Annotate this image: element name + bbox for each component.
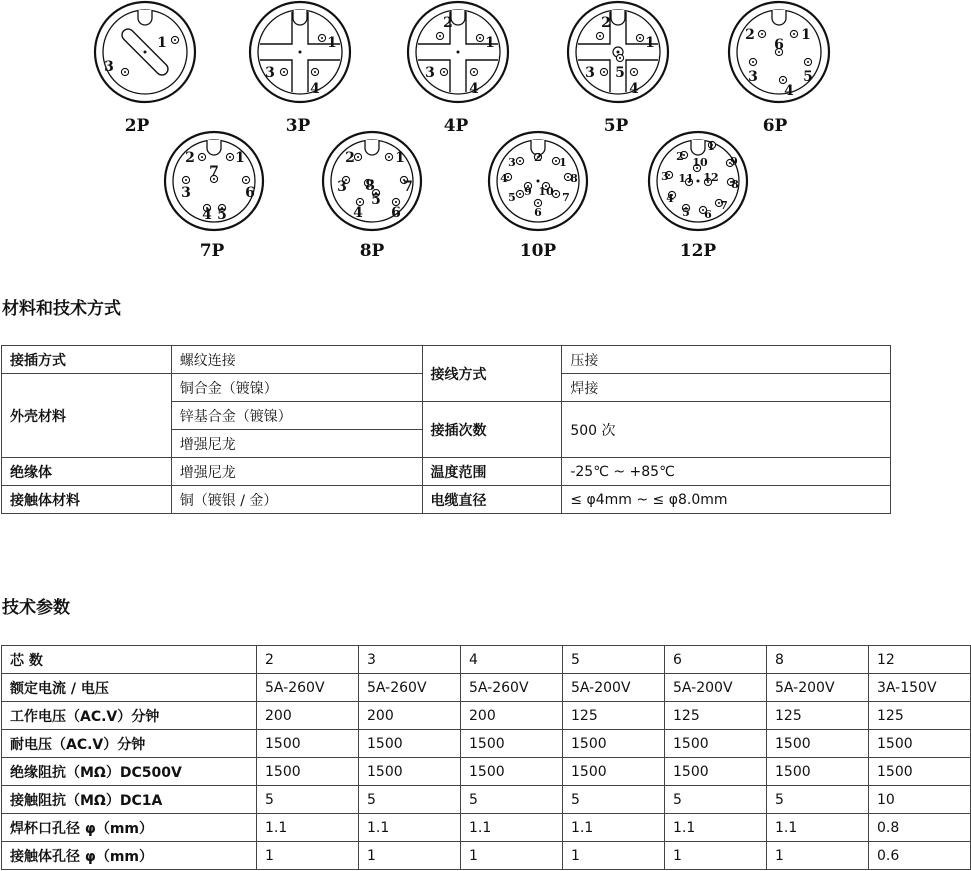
pin-number: 1 (559, 156, 567, 169)
param-value: 1500 (665, 758, 767, 786)
shell-value-2: 锌基合金（镀镍） (171, 402, 422, 430)
param-value: 1 (461, 842, 563, 870)
table-row (2, 786, 971, 814)
param-value: 3A-150V (869, 674, 971, 702)
param-value: 5 (665, 786, 767, 814)
pin-number: 3 (181, 185, 191, 201)
pin-number: 6 (774, 37, 784, 53)
pin-number: 6 (245, 185, 255, 201)
pin-dot (793, 33, 795, 35)
param-label: 额定电流 / 电压 (2, 674, 257, 702)
param-value: 1 (359, 842, 461, 870)
param-value: 1.1 (665, 814, 767, 842)
pin-dot (388, 156, 390, 158)
center-dot (697, 180, 700, 183)
pin-number: 11 (678, 172, 694, 185)
pin-number: 5 (371, 192, 381, 208)
param-value: 5 (563, 646, 665, 674)
connector-4p (408, 2, 508, 136)
connector-2p (95, 2, 195, 136)
pin-dot (567, 176, 569, 178)
pin-number: 1 (485, 35, 495, 51)
param-label: 焊杯口孔径 φ（mm） (2, 814, 257, 842)
pin-number: 8 (731, 178, 739, 191)
table-row (2, 346, 891, 374)
pin-number: 3 (748, 69, 758, 85)
param-value: 0.6 (869, 842, 971, 870)
table-row (2, 486, 891, 514)
pin-dot (782, 79, 784, 81)
param-value: 1.1 (257, 814, 359, 842)
shell-label: 外壳材料 (2, 374, 172, 458)
cable-value: ≤ φ4mm ~ ≤ φ8.0mm (562, 486, 891, 514)
param-value: 200 (257, 702, 359, 730)
pin-dot (555, 193, 557, 195)
param-value: 5A-200V (665, 674, 767, 702)
pin-number: 12 (703, 171, 719, 184)
connector-5p (568, 2, 668, 136)
connector-6p (729, 2, 829, 136)
pin-number: 7 (209, 164, 219, 180)
param-value: 8 (767, 646, 869, 674)
param-value: 125 (767, 702, 869, 730)
param-value: 1.1 (767, 814, 869, 842)
param-value: 1500 (767, 730, 869, 758)
connector-label: 12P (679, 241, 717, 261)
pin-dot (752, 61, 754, 63)
pin-dot (807, 61, 809, 63)
table-row (2, 842, 971, 870)
param-value: 1.1 (359, 814, 461, 842)
key-notch (691, 140, 705, 155)
param-value: 4 (461, 646, 563, 674)
pin-number: 10 (692, 156, 708, 169)
connector-label: 5P (603, 116, 629, 136)
cycles-value: 500 次 (562, 402, 891, 458)
pin-number: 1 (235, 150, 245, 166)
param-value: 5A-200V (767, 674, 869, 702)
pin-number: 3 (585, 65, 595, 81)
pin-dot (174, 39, 176, 41)
pin-number: 2 (185, 150, 195, 166)
key-notch (365, 140, 379, 155)
pin-dot (321, 37, 323, 39)
temp-value: -25℃ ~ +85℃ (562, 458, 891, 486)
param-value: 1500 (359, 730, 461, 758)
param-value: 5A-260V (359, 674, 461, 702)
pin-number: 2 (345, 150, 355, 166)
center-dot (537, 180, 540, 183)
pin-number: 1 (157, 35, 167, 51)
center-dot (457, 51, 460, 54)
connector-label: 6P (762, 116, 788, 136)
param-value: 5 (257, 786, 359, 814)
contact-label: 接触体材料 (2, 486, 172, 514)
param-value: 6 (665, 646, 767, 674)
key-notch (772, 10, 786, 25)
key-notch (138, 10, 152, 25)
pin-number: 9 (524, 185, 532, 198)
materials-section-title: 材料和技术方式 (2, 299, 121, 319)
key-notch (207, 140, 221, 155)
pin-dot (761, 33, 763, 35)
pin-number: 4 (784, 83, 794, 99)
pin-dot (619, 57, 621, 59)
pin-dot (537, 202, 539, 204)
pin-dot (283, 71, 285, 73)
center-dot (299, 51, 302, 54)
pin-number: 7 (720, 199, 728, 212)
pin-dot (473, 71, 475, 73)
pin-number: 2 (601, 15, 611, 31)
param-value: 12 (869, 646, 971, 674)
pin-dot (245, 179, 247, 181)
pin-dot (229, 156, 231, 158)
pin-number: 2 (676, 150, 684, 163)
param-value: 1.1 (563, 814, 665, 842)
mating-label: 接插方式 (2, 346, 172, 374)
param-value: 5A-200V (563, 674, 665, 702)
pin-number: 3 (425, 65, 435, 81)
param-label: 接触体孔径 φ（mm） (2, 842, 257, 870)
pin-number: 6 (704, 208, 712, 221)
param-value: 1500 (869, 758, 971, 786)
pin-number: 4 (202, 207, 212, 223)
pin-number: 4 (629, 81, 639, 97)
pin-number: 1 (327, 35, 337, 51)
center-dot (617, 51, 620, 54)
tech-params-table (1, 645, 971, 870)
insulator-value: 增强尼龙 (171, 458, 422, 486)
connector-label: 2P (124, 116, 150, 136)
pin-dot (201, 156, 203, 158)
pin-number: 1 (395, 150, 405, 166)
pin-dot (443, 71, 445, 73)
mating-value: 螺纹连接 (171, 346, 422, 374)
param-value: 125 (869, 702, 971, 730)
pin-number: 8 (365, 178, 375, 194)
pin-number: 4 (666, 192, 674, 205)
pin-dot (633, 71, 635, 73)
pin-dot (639, 37, 641, 39)
pin-dot (124, 71, 126, 73)
wiring-value-1: 压接 (562, 346, 891, 374)
param-value: 1 (665, 842, 767, 870)
param-value: 200 (461, 702, 563, 730)
param-label: 芯 数 (2, 646, 257, 674)
param-value: 1500 (767, 758, 869, 786)
param-value: 1500 (563, 730, 665, 758)
shell-value-3: 增强尼龙 (171, 430, 422, 458)
pin-number: 2 (745, 27, 755, 43)
param-value: 1500 (359, 758, 461, 786)
pin-dot (555, 160, 557, 162)
param-value: 5A-260V (257, 674, 359, 702)
param-value: 5 (359, 786, 461, 814)
pin-dot (314, 71, 316, 73)
table-row (2, 730, 971, 758)
pin-number: 4 (500, 172, 508, 185)
pin-number: 5 (803, 69, 813, 85)
param-label: 接触阻抗（MΩ）DC1A (2, 786, 257, 814)
pin-dot (599, 35, 601, 37)
param-value: 1 (257, 842, 359, 870)
connector-label: 4P (443, 116, 469, 136)
table-row (2, 674, 971, 702)
pin-number: 4 (310, 81, 320, 97)
wiring-label: 接线方式 (422, 346, 562, 402)
pin-number: 3 (508, 156, 516, 169)
table-row (2, 814, 971, 842)
param-value: 5A-260V (461, 674, 563, 702)
connector-12p (649, 132, 747, 261)
connector-8p (323, 132, 421, 261)
param-value: 10 (869, 786, 971, 814)
pin-number: 1 (801, 27, 811, 43)
cycles-label: 接插次数 (422, 402, 562, 458)
param-value: 3 (359, 646, 461, 674)
pin-number: 8 (570, 172, 578, 185)
wiring-value-2: 焊接 (562, 374, 891, 402)
pin-number: 2 (534, 151, 542, 164)
param-value: 1 (563, 842, 665, 870)
center-dot (144, 51, 147, 54)
pin-number: 1 (707, 140, 715, 153)
pin-number: 9 (730, 155, 738, 168)
connector-label: 10P (519, 241, 557, 261)
param-value: 125 (665, 702, 767, 730)
param-value: 200 (359, 702, 461, 730)
connector-3p (250, 2, 350, 136)
param-value: 5 (461, 786, 563, 814)
param-label: 工作电压（AC.V）分钟 (2, 702, 257, 730)
connector-10p (489, 132, 587, 261)
pin-number: 4 (353, 205, 363, 221)
connector-label: 3P (285, 116, 311, 136)
param-value: 1500 (563, 758, 665, 786)
param-label: 绝缘阻抗（MΩ）DC500V (2, 758, 257, 786)
key-notch (451, 10, 465, 25)
pin-number: 5 (682, 206, 690, 219)
tech-section-title: 技术参数 (2, 598, 70, 618)
pin-dot (359, 201, 361, 203)
pin-dot (439, 35, 441, 37)
param-value: 1500 (461, 758, 563, 786)
pin-number: 3 (104, 59, 114, 75)
table-row (2, 758, 971, 786)
pin-number: 3 (661, 170, 669, 183)
pin-number: 6 (534, 206, 542, 219)
pin-number: 5 (508, 191, 516, 204)
pin-number: 2 (443, 15, 453, 31)
table-row (2, 702, 971, 730)
pin-number: 3 (337, 179, 347, 195)
pin-number: 10 (538, 185, 554, 198)
pin-number: 4 (469, 81, 479, 97)
pin-dot (479, 37, 481, 39)
param-label: 耐电压（AC.V）分钟 (2, 730, 257, 758)
param-value: 2 (257, 646, 359, 674)
param-value: 1500 (461, 730, 563, 758)
param-value: 5 (767, 786, 869, 814)
param-value: 0.8 (869, 814, 971, 842)
temp-label: 温度范围 (422, 458, 562, 486)
param-value: 5 (563, 786, 665, 814)
param-value: 1500 (257, 758, 359, 786)
connector-7p (165, 132, 263, 261)
pin-number: 6 (391, 205, 401, 221)
shell-value-1: 铜合金（镀镍） (171, 374, 422, 402)
pin-dot (185, 179, 187, 181)
pin-number: 7 (562, 191, 570, 204)
param-value: 1 (767, 842, 869, 870)
key-notch (611, 10, 625, 25)
param-value: 1500 (257, 730, 359, 758)
pin-number: 5 (217, 207, 227, 223)
connector-label: 8P (359, 241, 385, 261)
connector-label: 7P (199, 241, 225, 261)
table-row (2, 646, 971, 674)
pin-dot (395, 201, 397, 203)
param-value: 1.1 (461, 814, 563, 842)
param-value: 125 (563, 702, 665, 730)
insulator-label: 绝缘体 (2, 458, 172, 486)
connector-pin-diagram (0, 0, 971, 270)
pin-dot (357, 156, 359, 158)
param-value: 1500 (665, 730, 767, 758)
pin-number: 5 (615, 65, 625, 81)
pin-number: 3 (265, 65, 275, 81)
pin-dot (519, 160, 521, 162)
pin-number: 7 (403, 179, 413, 195)
pin-number: 1 (645, 35, 655, 51)
pin-dot (519, 193, 521, 195)
pin-dot (603, 71, 605, 73)
table-row (2, 458, 891, 486)
key-notch (293, 10, 307, 25)
contact-value: 铜（镀银 / 金） (171, 486, 422, 514)
materials-table (1, 345, 891, 514)
cable-label: 电缆直径 (422, 486, 562, 514)
param-value: 1500 (869, 730, 971, 758)
